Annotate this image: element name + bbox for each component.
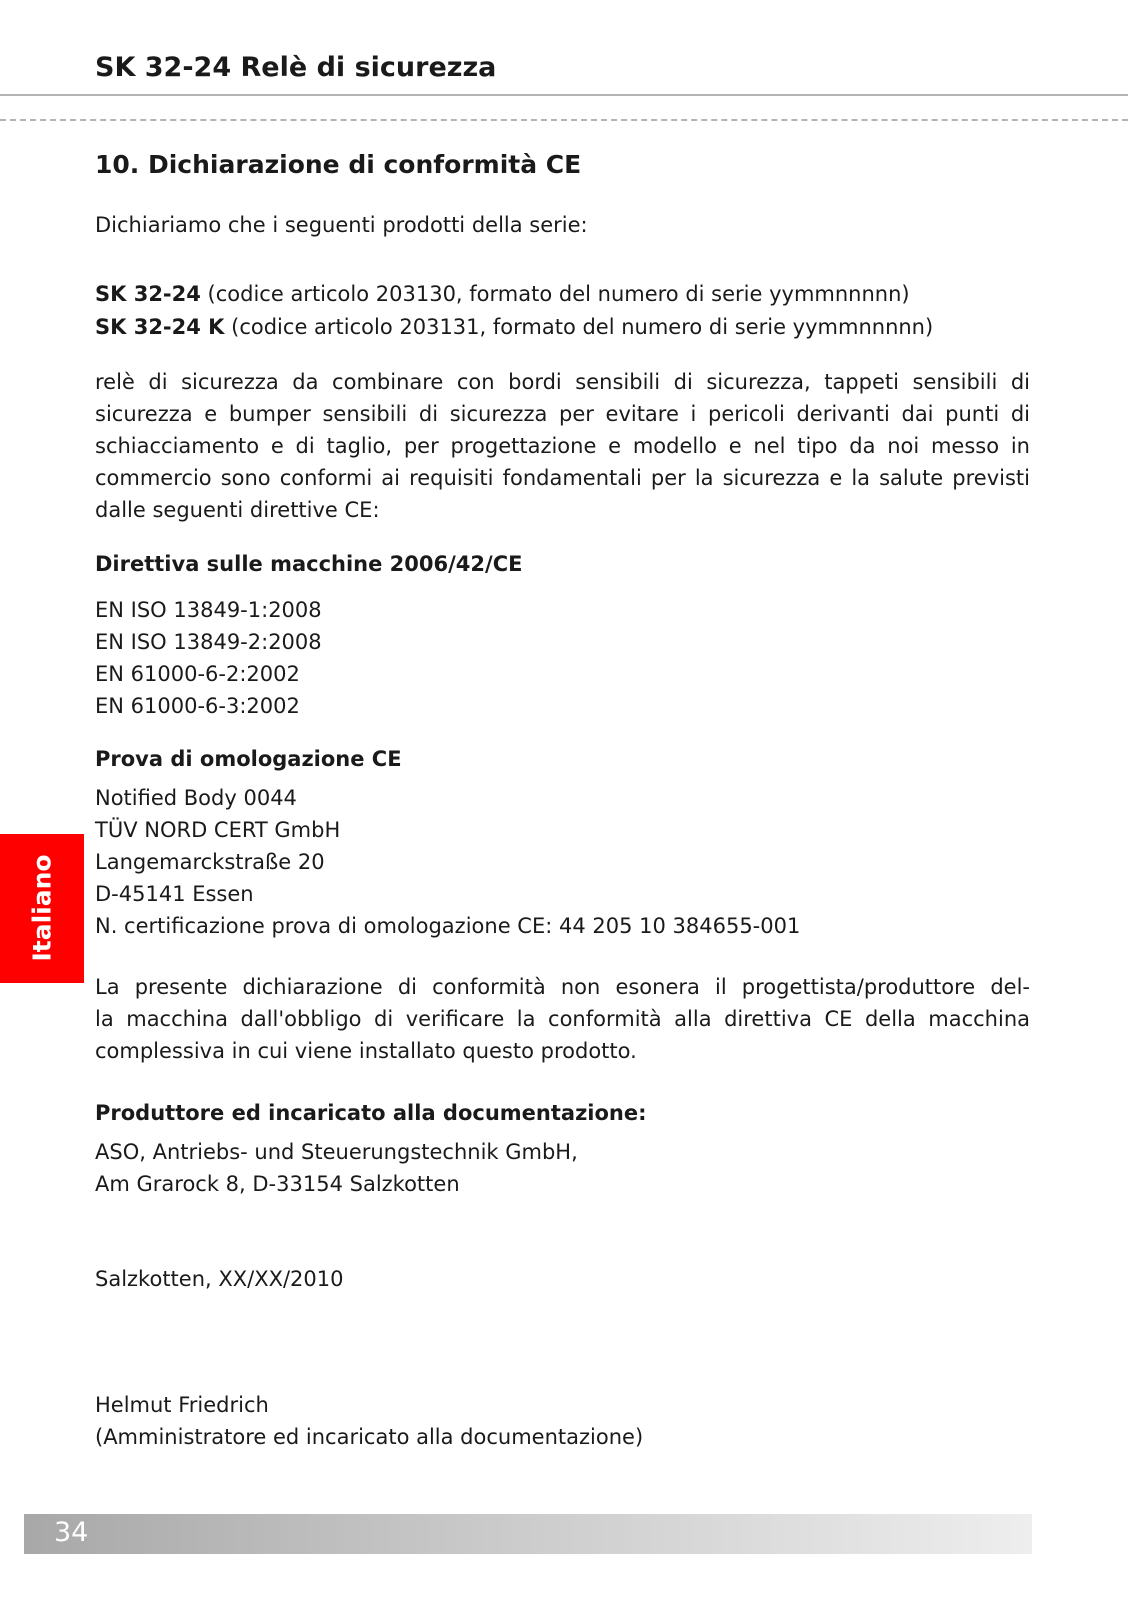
product-line-2: [95, 311, 933, 343]
language-tab: [0, 834, 84, 983]
signatory-role: (Amministratore ed incaricato alla documentazione): [95, 1425, 644, 1449]
address-line: ASO, Antriebs- und Steuerungstechnik GmbH,: [95, 1140, 578, 1164]
product-details: (codice articolo 203130, formato del numero di serie yymmnnnnn): [200, 282, 910, 306]
product-name: SK 32-24 K: [95, 315, 225, 339]
notified-body-line: Langemarckstraße 20: [95, 850, 325, 874]
signatory-block: [95, 1389, 1030, 1453]
footer-bar: [24, 1514, 1032, 1554]
document-header-title: SK 32-24 Relè di sicurezza: [95, 52, 497, 83]
language-label: Italiano: [27, 854, 57, 962]
header-divider: [0, 94, 1128, 96]
standard-item: EN 61000-6-3:2002: [95, 694, 300, 718]
directive-heading: Direttiva sulle macchine 2006/42/CE: [95, 552, 523, 576]
disclaimer-paragraph: [95, 971, 1030, 1067]
paragraph-line: La presente dichiarazione di conformità non esonera il progettista/produttore del-: [95, 975, 1030, 999]
paragraph-line: relè di sicurezza da combinare con bordi sensibili di sicurezza, tappeti sensibili di: [95, 370, 1030, 394]
conformity-paragraph: [95, 366, 1030, 526]
manufacturer-address: [95, 1136, 1030, 1200]
place-date: Salzkotten, XX/XX/2010: [95, 1267, 344, 1291]
paragraph-line: dalle seguenti direttive CE:: [95, 498, 380, 522]
paragraph-line: complessiva in cui viene installato questo prodotto.: [95, 1039, 637, 1063]
standard-item: EN ISO 13849-1:2008: [95, 598, 322, 622]
paragraph-line: la macchina dall'obbligo di verificare la conformità alla direttiva CE della macchina: [95, 1007, 1030, 1031]
header-dashed-divider: [0, 119, 1128, 121]
product-line-1: [95, 278, 910, 310]
notified-body-line: Notified Body 0044: [95, 786, 297, 810]
standards-list: [95, 594, 1030, 722]
certificate-number: N. certificazione prova di omologazione CE: 44 205 10 384655-001: [95, 914, 801, 938]
section-title: 10. Dichiarazione di conformità CE: [95, 150, 582, 179]
notified-body-block: [95, 782, 1030, 942]
notified-body-line: D-45141 Essen: [95, 882, 254, 906]
type-test-heading: Prova di omologazione CE: [95, 747, 402, 771]
standard-item: EN 61000-6-2:2002: [95, 662, 300, 686]
manufacturer-heading: Produttore ed incaricato alla documentazione:: [95, 1101, 647, 1125]
notified-body-line: TÜV NORD CERT GmbH: [95, 818, 341, 842]
page-number: 34: [54, 1517, 89, 1548]
product-details: (codice articolo 203131, formato del numero di serie yymmnnnnn): [224, 315, 934, 339]
signatory-name: Helmut Friedrich: [95, 1393, 269, 1417]
paragraph-line: commercio sono conformi ai requisiti fondamentali per la sicurezza e la salute previsti: [95, 466, 1030, 490]
address-line: Am Grarock 8, D-33154 Salzkotten: [95, 1172, 460, 1196]
product-name: SK 32-24: [95, 282, 201, 306]
paragraph-line: schiacciamento e di taglio, per progettazione e modello e nel tipo da noi messo in: [95, 434, 1030, 458]
standard-item: EN ISO 13849-2:2008: [95, 630, 322, 654]
paragraph-line: sicurezza e bumper sensibili di sicurezza per evitare i pericoli derivanti dai punti di: [95, 402, 1030, 426]
intro-text: Dichiariamo che i seguenti prodotti della serie:: [95, 213, 588, 237]
